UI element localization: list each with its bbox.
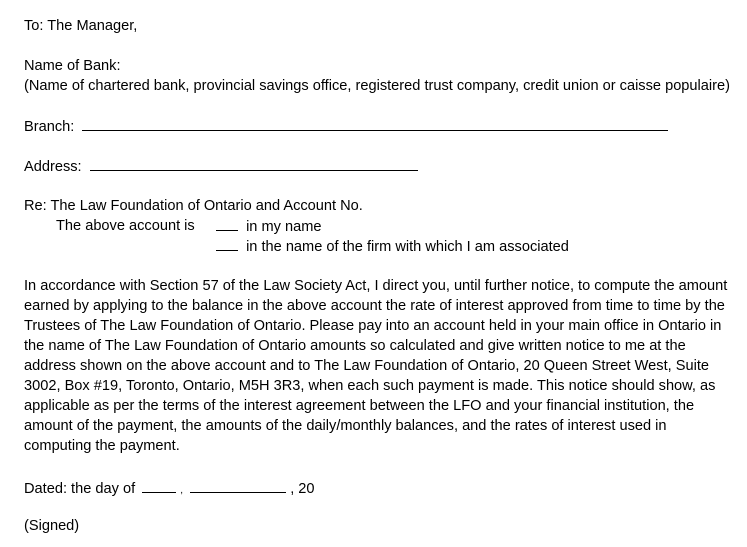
dated-comma: , [180, 485, 184, 496]
paragraph-line: Trustees of The Law Foundation of Ontario. Please pay into an account held in your main office in Ontario in [24, 318, 722, 334]
dated-row [24, 478, 315, 501]
option-my-name [216, 216, 322, 237]
paragraph-line: earned by applying to the balance in the above account the rate of interest approved from time to time by the [24, 298, 725, 314]
option-firm-name-blank[interactable] [216, 236, 238, 251]
direction-paragraph [24, 276, 744, 456]
re-line: Re: The Law Foundation of Ontario and Account No. [24, 198, 363, 214]
paragraph-line: address shown on the above account and to The Law Foundation of Ontario, 20 Queen Street West, Suite [24, 358, 709, 374]
paragraph-line: In accordance with Section 57 of the Law Society Act, I direct you, until further notice, to compute the amount [24, 278, 728, 294]
branch-field[interactable] [82, 116, 668, 131]
branch-row [24, 116, 668, 137]
paragraph-line: the name of The Law Foundation of Ontario amounts so calculated and give written notice to me at the [24, 338, 686, 354]
signed-label: (Signed) [24, 518, 80, 534]
option-firm-name-label: in the name of the firm with which I am associated [246, 239, 569, 255]
branch-label: Branch: [24, 119, 75, 135]
dated-year: , 20 [290, 481, 315, 497]
paragraph-line: applicable as per the terms of the interest agreement between the LFO and your financial institution, the [24, 398, 695, 414]
paragraph-line: 3002, Box #19, Toronto, Ontario, M5H 3R3, when each such payment is made. This notice should show, as [24, 378, 716, 394]
address-row [24, 156, 418, 177]
option-my-name-blank[interactable] [216, 216, 238, 231]
address-field[interactable] [90, 156, 418, 171]
address-label: Address: [24, 159, 82, 175]
option-my-name-label: in my name [246, 219, 322, 235]
paragraph-line: computing the payment. [24, 438, 180, 454]
account-is-label: The above account is [56, 218, 195, 234]
dated-label: Dated: the day of [24, 481, 136, 497]
bank-name-label: Name of Bank: [24, 58, 121, 74]
month-field[interactable] [190, 478, 286, 493]
paragraph-line: amount of the payment, the amounts of the daily/monthly balances, and the rates of interest used in [24, 418, 667, 434]
day-field[interactable] [142, 478, 176, 493]
salutation: To: The Manager, [24, 18, 138, 34]
bank-name-note: (Name of chartered bank, provincial savings office, registered trust company, credit union or caisse populaire) [24, 78, 730, 94]
option-firm-name [216, 236, 569, 257]
